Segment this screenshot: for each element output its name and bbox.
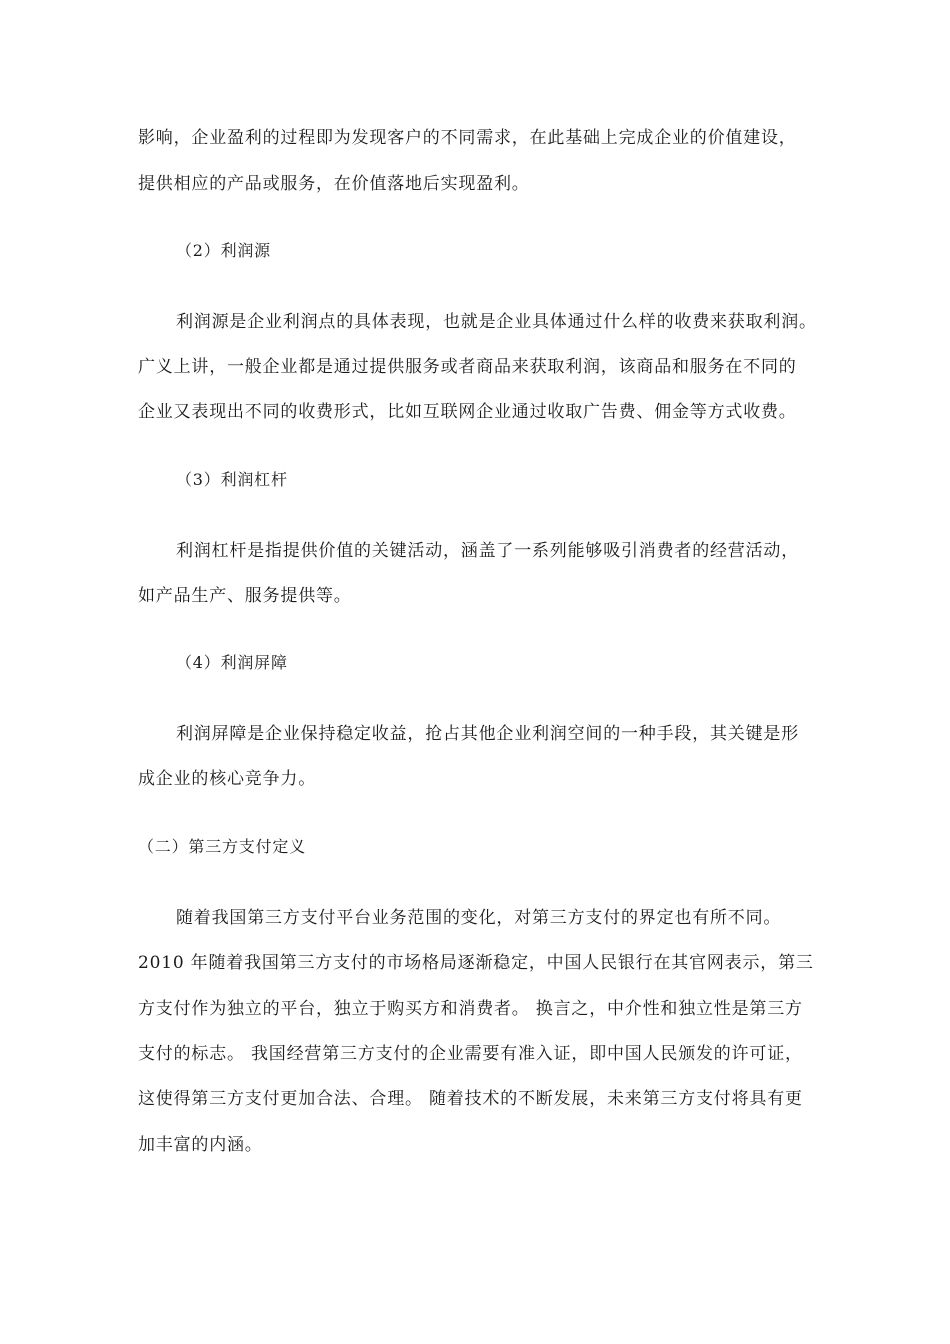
section-heading-third-party-payment: （二）第三方支付定义: [138, 837, 307, 856]
subheading-profit-source: （2）利润源: [176, 241, 271, 260]
subheading-profit-barrier: （4）利润屏障: [176, 653, 288, 672]
paragraph-line: 利润杠杆是指提供价值的关键活动，涵盖了一系列能够吸引消费者的经营活动，: [176, 541, 799, 561]
paragraph-line: 影响，企业盈利的过程即为发现客户的不同需求，在此基础上完成企业的价值建设，: [138, 128, 797, 148]
paragraph-line: 随着我国第三方支付平台业务范围的变化，对第三方支付的界定也有所不同。: [176, 908, 782, 928]
paragraph-line: 企业又表现出不同的收费形式，比如互联网企业通过收取广告费、佣金等方式收费。: [138, 402, 797, 422]
paragraph-line: 加丰富的内涵。: [138, 1135, 263, 1155]
paragraph-line: 成企业的核心竞争力。: [138, 769, 316, 789]
paragraph-line: 利润源是企业利润点的具体表现，也就是企业具体通过什么样的收费来获取利润。: [176, 312, 817, 332]
paragraph-line: 利润屏障是企业保持稳定收益，抢占其他企业利润空间的一种手段，其关键是形: [176, 724, 799, 744]
paragraph-line: 支付的标志。 我国经营第三方支付的企业需要有准入证，即中国人民颁发的许可证，: [138, 1044, 803, 1064]
subheading-profit-lever: （3）利润杠杆: [176, 470, 288, 489]
paragraph-line: 这使得第三方支付更加合法、合理。 随着技术的不断发展，未来第三方支付将具有更: [138, 1089, 803, 1109]
paragraph-line: 广义上讲，一般企业都是通过提供服务或者商品来获取利润，该商品和服务在不同的: [138, 357, 797, 377]
paragraph-line: 提供相应的产品或服务，在价值落地后实现盈利。: [138, 174, 530, 194]
paragraph-line: 如产品生产、服务提供等。: [138, 586, 352, 606]
paragraph-line: 方支付作为独立的平台，独立于购买方和消费者。 换言之，中介性和独立性是第三方: [138, 999, 803, 1019]
paragraph-line: 2010 年随着我国第三方支付的市场格局逐渐稳定，中国人民银行在其官网表示，第三: [138, 953, 814, 973]
